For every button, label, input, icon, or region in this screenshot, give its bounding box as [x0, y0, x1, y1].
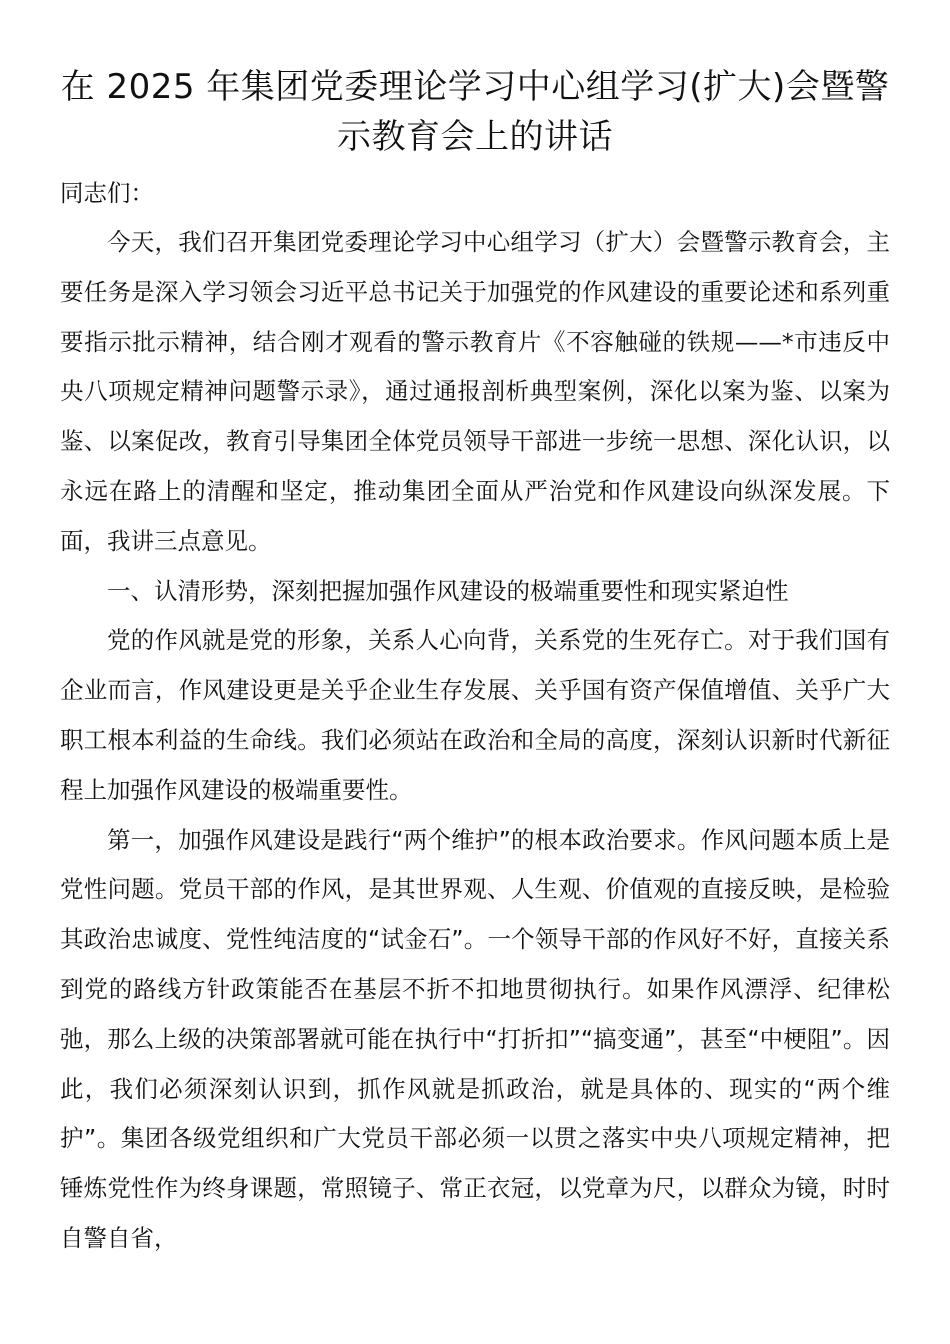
salutation: 同志们： — [60, 179, 154, 207]
paragraph-intro: 今天，我们召开集团党委理论学习中心组学习（扩大）会暨警示教育会，主要任务是深入学习领会习近平总书记关于加强党的作风建设的重要论述和系列重要指示批示精神，结合刚才观看的警示教育片《不容触碰的铁规——*市违反中央八项规定精神问题警示录》，通过通报剖析典型案例，深化以案为鉴、以案为鉴、以案促改，教育引导集团全体党员领导干部进一步统一思想、深化认识，以永远在路上的清醒和坚定，推动集团全面从严治党和作风建设向纵深发展。下面，我讲三点意见。 — [60, 228, 890, 555]
paragraph-style-importance: 党的作风就是党的形象，关系人心向背，关系党的生死存亡。对于我们国有企业而言，作风建设更是关乎企业生存发展、关乎国有资产保值增值、关乎广大职工根本利益的生命线。我们必须站在政治和全局的高度，深刻认识新时代新征程上加强作风建设的极端重要性。 — [60, 626, 890, 804]
paragraph-first-point: 第一，加强作风建设是践行“两个维护”的根本政治要求。作风问题本质上是党性问题。党员干部的作风，是其世界观、人生观、价值观的直接反映，是检验其政治忠诚度、党性纯洁度的“试金石”。一个领导干部的作风好不好，直接关系到党的路线方针政策能否在基层不折不扣地贯彻执行。如果作风漂浮、纪律松弛，那么上级的决策部署就可能在执行中“打折扣”“搞变通”，甚至“中梗阻”。因此，我们必须深刻认识到，抓作风就是抓政治，就是具体的、现实的“两个维护”。集团各级党组织和广大党员干部必须一以贯之落实中央八项规定精神，把锤炼党性作为终身课题，常照镜子、常正衣冠，以党章为尺，以群众为镜，时时自警自省， — [60, 825, 890, 1252]
section-heading-1: 一、认清形势，深刻把握加强作风建设的极端重要性和现实紧迫性 — [107, 576, 789, 605]
document-title: 在 2025 年集团党委理论学习中心组学习(扩大)会暨警示教育会上的讲话 — [60, 67, 890, 157]
